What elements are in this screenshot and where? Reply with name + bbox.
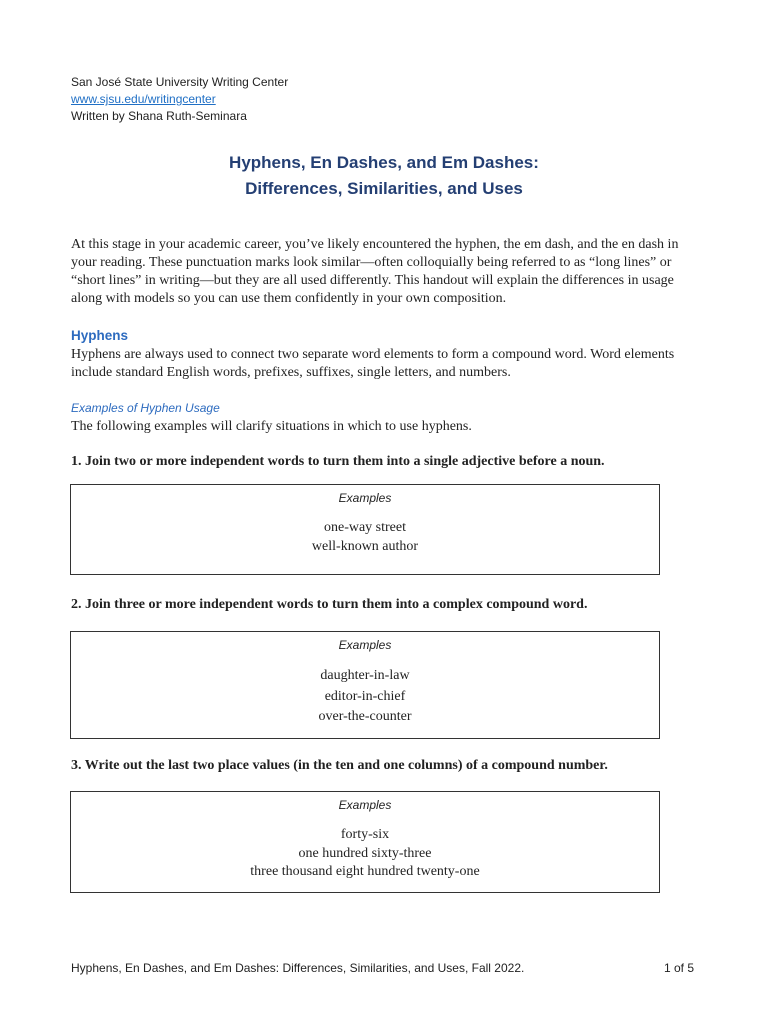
- example-item: over-the-counter: [318, 709, 412, 724]
- examples-box-1: [70, 484, 660, 575]
- writing-center-link[interactable]: www.sjsu.edu/writingcenter: [71, 92, 216, 106]
- title-line-1: Hyphens, En Dashes, and Em Dashes:: [229, 153, 539, 172]
- example-item: one-way street: [323, 520, 407, 535]
- author-line: Written by Shana Ruth-Seminara: [71, 109, 247, 123]
- rule-1: 1. Join two or more independent words to turn them into a single adjective before a noun.: [71, 454, 605, 469]
- footer-text: Hyphens, En Dashes, and Em Dashes: Differences, Similarities, and Uses, Fall 2022.: [71, 961, 525, 975]
- rule-3: 3. Write out the last two place values (in the ten and one columns) of a compound number.: [71, 758, 608, 773]
- example-item: daughter-in-law: [320, 668, 410, 683]
- examples-label: Examples: [338, 638, 392, 652]
- examples-box-3: [70, 791, 660, 893]
- example-item: one hundred sixty-three: [298, 845, 432, 861]
- title-line-2: Differences, Similarities, and Uses: [245, 179, 523, 198]
- hyphens-heading: Hyphens: [71, 328, 129, 343]
- hyphens-description: Hyphens are always used to connect two separate word elements to form a compound word. Word elements include standard English words, prefixes, suffixes, single letters, and numbers.: [71, 347, 675, 380]
- examples-heading: Examples of Hyphen Usage: [71, 401, 220, 415]
- org-name: San José State University Writing Center: [71, 75, 289, 89]
- intro-paragraph: At this stage in your academic career, you’ve likely encountered the hyphen, the em dash, and the en dash in your reading. These punctuation marks look similar—often colloquially being referred to as “long lines” or “short lines” in writing—but they are all used differently. This handout will explain the differences in usage along with models so you can use them confidently in your own composition.: [71, 237, 679, 306]
- examples-label: Examples: [338, 798, 392, 812]
- rule-2: 2. Join three or more independent words to turn them into a complex compound word.: [71, 597, 588, 612]
- example-item: editor-in-chief: [324, 688, 406, 704]
- examples-label: Examples: [338, 491, 392, 505]
- example-item: well-known author: [311, 538, 419, 554]
- example-item: three thousand eight hundred twenty-one: [250, 864, 480, 879]
- examples-intro: The following examples will clarify situations in which to use hyphens.: [71, 419, 472, 434]
- page-number: 1 of 5: [664, 961, 695, 975]
- document-header: [71, 74, 288, 125]
- examples-box-2: [70, 631, 660, 739]
- example-item: forty-six: [340, 827, 390, 842]
